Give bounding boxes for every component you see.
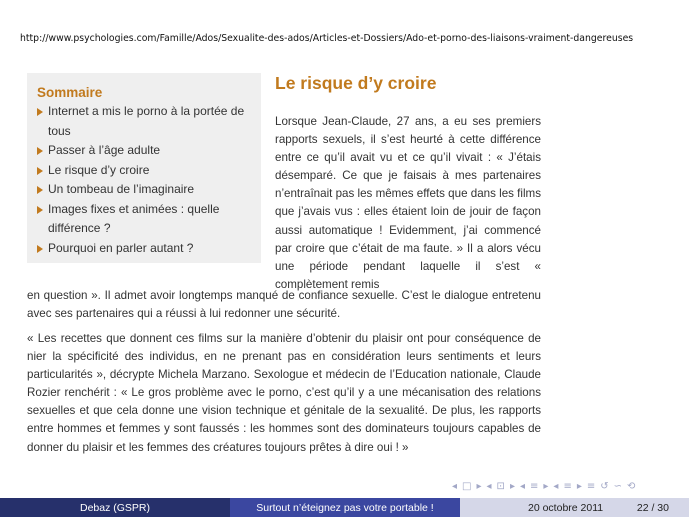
toc-item: Internet a mis le porno à la portée de tous <box>37 102 249 141</box>
nav-slide-icon[interactable]: □ <box>462 481 472 492</box>
toc-item: Passer à l’âge adulte <box>37 141 249 161</box>
nav-next-section-icon[interactable]: ▸ <box>576 481 582 492</box>
triangle-bullet-icon <box>37 108 43 116</box>
toc-list <box>37 102 249 258</box>
triangle-bullet-icon <box>37 147 43 155</box>
nav-section-icon[interactable]: ≡ <box>563 481 572 492</box>
footer-bar <box>0 498 689 517</box>
slide-navigation <box>452 481 635 492</box>
nav-forward-icon[interactable]: ⟲ <box>627 481 636 492</box>
nav-search-icon[interactable]: ∽ <box>613 481 623 492</box>
paragraph-1-continuation: en question ». Il admet avoir longtemps manqué de confiance sexuelle. C’est le dialogue entretenu avec ses partenaires qui a réussi à lui redonner une sécurité. <box>27 289 541 321</box>
nav-prev-frame-icon[interactable]: ◂ <box>486 481 492 492</box>
nav-prev-subsection-icon[interactable]: ◂ <box>519 481 525 492</box>
source-url: http://www.psychologies.com/Famille/Ados/Sexualite-des-ados/Articles-et-Dossiers/Ado-et-porno-des-liaisons-vraiment-dangereuses <box>20 33 634 44</box>
triangle-bullet-icon <box>37 167 43 175</box>
footer-author: Debaz (GSPR) <box>0 498 230 517</box>
nav-outline-icon[interactable]: ≡ <box>586 481 596 492</box>
toc-item: Images fixes et animées : quelle différence ? <box>37 200 249 239</box>
toc-title: Sommaire <box>37 85 103 100</box>
footer-date: 20 octobre 2011 <box>528 501 604 514</box>
nav-prev-slide-icon[interactable]: ◂ <box>452 481 458 492</box>
nav-next-frame-icon[interactable]: ▸ <box>509 481 515 492</box>
nav-prev-section-icon[interactable]: ◂ <box>553 481 559 492</box>
section-title: Le risque d’y croire <box>275 73 437 93</box>
triangle-bullet-icon <box>37 206 43 214</box>
paragraph-1: Lorsque Jean-Claude, 27 ans, a eu ses premiers rapports sexuels, il s’est heurté à cette différence entre ce qu’il avait vu et ce qu’il vivait : « J’étais désemparé. Ce que je faisais à mes partenaires n’entraînait pas les mêmes effets que dans les films que j’avais vus : elles étaient loin de jouir de façon aussi automatique ! Evidemment, j’ai commencé par croire que c’était de ma faute. » Il a alors vécu une période pendant laquelle il s’est « complètement remis <box>275 115 541 291</box>
triangle-bullet-icon <box>37 186 43 194</box>
footer-page-number: 22 / 30 <box>636 501 669 514</box>
paragraph-2: « Les recettes que donnent ces films sur la manière d’obtenir du plaisir ont pour conséquence de nier la spécificité des individus, en ne prenant pas en considération leurs sentiments et leurs particularités », décrypte Michela Marzano. Sexologue et médecin de l’Education nationale, Claude Rozier renchérit : « Le gros problème avec le porno, c’est qu’il y a une mécanisation des relations sexuelles et que cela donne une vision technique et génitale de la sexualité. De plus, les rapports entre hommes et femmes y sont faussés : les hommes sont des dominateurs toujours capables de donner du plaisir et les femmes des créatures toujours prêtes à dire oui ! » <box>27 332 541 454</box>
nav-next-subsection-icon[interactable]: ▸ <box>543 481 549 492</box>
nav-next-slide-icon[interactable]: ▸ <box>476 481 482 492</box>
triangle-bullet-icon <box>37 245 43 253</box>
nav-frame-icon[interactable]: ⊡ <box>496 481 505 492</box>
footer-title: Surtout n’éteignez pas votre portable ! <box>230 498 460 517</box>
toc-item: Un tombeau de l’imaginaire <box>37 180 249 200</box>
nav-back-icon[interactable]: ↺ <box>600 481 609 492</box>
footer-info <box>460 498 689 517</box>
table-of-contents <box>27 73 261 263</box>
nav-subsection-icon[interactable]: ≡ <box>530 481 539 492</box>
toc-item: Le risque d’y croire <box>37 161 249 181</box>
toc-item: Pourquoi en parler autant ? <box>37 239 249 259</box>
